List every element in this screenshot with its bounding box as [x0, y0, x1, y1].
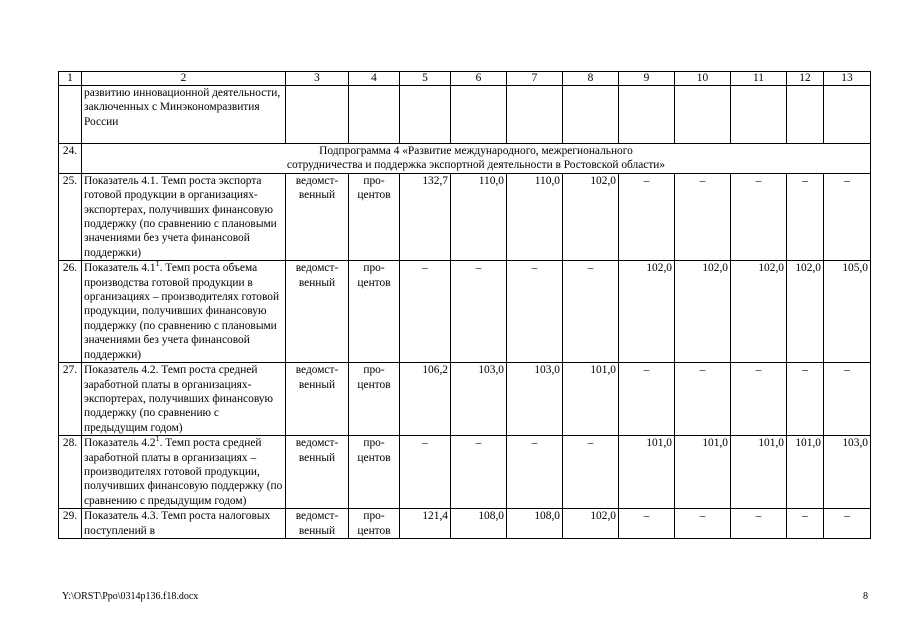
- table-row: [59, 261, 871, 363]
- column-header: 10: [675, 72, 731, 86]
- subprogram-row: [59, 144, 871, 174]
- value-cell: –: [507, 261, 563, 363]
- indicator-type: ведомст-венный: [286, 363, 349, 436]
- value-cell: 110,0: [507, 173, 563, 260]
- indicator-label: Показатель 4.2: [84, 364, 156, 377]
- indicators-table: [58, 71, 871, 539]
- indicator-superscript: 1: [155, 259, 160, 269]
- indicator-description: . Темп роста экспорта готовой продукции в организациях-экспортерах, получивших финансовую поддержку (по сравнению с плановыми значениями без учета финансовой поддержки): [84, 174, 277, 259]
- indicator-description: . Темп роста налоговых поступлений в: [84, 510, 271, 537]
- footer-file-path: Y:\ORST\Ppo\0314p136.f18.docx: [62, 591, 199, 602]
- row-number: 25.: [59, 173, 82, 260]
- value-cell: 105,0: [824, 261, 871, 363]
- row-number: 27.: [59, 363, 82, 436]
- indicator-name: [82, 509, 286, 539]
- value-cell: –: [731, 173, 787, 260]
- column-header: 4: [349, 72, 400, 86]
- value-cell: –: [731, 363, 787, 436]
- value-cell: –: [563, 436, 619, 509]
- column-header: 2: [82, 72, 286, 86]
- value-cell: –: [731, 509, 787, 539]
- unit-of-measure: про-центов: [349, 363, 400, 436]
- value-cell: –: [675, 173, 731, 260]
- row-number: 29.: [59, 509, 82, 539]
- value-cell: 103,0: [824, 436, 871, 509]
- value-cell: –: [451, 436, 507, 509]
- continuation-row: [59, 86, 871, 144]
- indicator-name: [82, 173, 286, 260]
- unit-of-measure: про-центов: [349, 509, 400, 539]
- value-cell: 106,2: [400, 363, 451, 436]
- value-cell: –: [675, 363, 731, 436]
- indicator-name: [82, 436, 286, 509]
- indicator-label: Показатель 4.2: [84, 437, 156, 450]
- value-cell: 108,0: [451, 509, 507, 539]
- value-cell: –: [787, 173, 824, 260]
- table-row: [59, 363, 871, 436]
- column-header: 6: [451, 72, 507, 86]
- continuation-num-cell: [59, 86, 82, 144]
- column-header: 9: [619, 72, 675, 86]
- value-cell: –: [824, 363, 871, 436]
- value-cell: –: [619, 363, 675, 436]
- indicator-description: . Темп роста средней заработной платы в организациях-экспортерах, получивших финансовую поддержку (по сравнению с предыдущим годом): [84, 364, 274, 434]
- table-row: [59, 509, 871, 539]
- column-header: 5: [400, 72, 451, 86]
- footer-page-number: 8: [863, 591, 868, 602]
- value-cell: –: [787, 363, 824, 436]
- unit-of-measure: про-центов: [349, 436, 400, 509]
- value-cell: 101,0: [731, 436, 787, 509]
- column-header: 11: [731, 72, 787, 86]
- indicator-name: [82, 363, 286, 436]
- column-number-row: [59, 72, 871, 86]
- column-header: 12: [787, 72, 824, 86]
- value-cell: 101,0: [787, 436, 824, 509]
- indicator-description: . Темп роста объема производства готовой продукции в организациях – производителях готовой продукции, получивших финансовую поддержку (по сравнению с плановыми значениями без учета финансовой поддержки): [84, 262, 280, 361]
- indicator-label: Показатель 4.1: [84, 174, 156, 187]
- value-cell: –: [400, 436, 451, 509]
- value-cell: 103,0: [507, 363, 563, 436]
- indicator-name: [82, 261, 286, 363]
- value-cell: –: [400, 261, 451, 363]
- indicator-type: ведомст-венный: [286, 436, 349, 509]
- value-cell: –: [507, 436, 563, 509]
- continuation-text: развитию инновационной деятельности, заключенных с Минэкономразвития России: [82, 86, 286, 144]
- value-cell: –: [563, 261, 619, 363]
- indicator-label: Показатель 4.1: [84, 262, 156, 275]
- value-cell: 101,0: [675, 436, 731, 509]
- unit-of-measure: про-центов: [349, 261, 400, 363]
- value-cell: 102,0: [563, 173, 619, 260]
- row-number: 28.: [59, 436, 82, 509]
- value-cell: –: [675, 509, 731, 539]
- value-cell: –: [619, 173, 675, 260]
- value-cell: –: [824, 173, 871, 260]
- value-cell: 103,0: [451, 363, 507, 436]
- value-cell: 102,0: [787, 261, 824, 363]
- value-cell: 110,0: [451, 173, 507, 260]
- value-cell: 102,0: [675, 261, 731, 363]
- indicator-superscript: 1: [155, 434, 160, 444]
- value-cell: –: [824, 509, 871, 539]
- value-cell: –: [787, 509, 824, 539]
- table-row: [59, 173, 871, 260]
- column-header: 3: [286, 72, 349, 86]
- value-cell: 101,0: [563, 363, 619, 436]
- column-header: 1: [59, 72, 82, 86]
- subprogram-title: [82, 144, 871, 174]
- indicator-type: ведомст-венный: [286, 261, 349, 363]
- subprogram-title-line2: сотрудничества и поддержка экспортной деятельности в Ростовской области»: [286, 159, 666, 172]
- row-number: 24.: [59, 144, 82, 174]
- value-cell: 102,0: [731, 261, 787, 363]
- value-cell: 121,4: [400, 509, 451, 539]
- value-cell: 102,0: [563, 509, 619, 539]
- value-cell: –: [619, 509, 675, 539]
- column-header: 13: [824, 72, 871, 86]
- indicator-type: ведомст-венный: [286, 509, 349, 539]
- value-cell: 132,7: [400, 173, 451, 260]
- indicator-label: Показатель 4.3: [84, 510, 156, 523]
- table-row: [59, 436, 871, 509]
- value-cell: 102,0: [619, 261, 675, 363]
- indicator-type: ведомст-венный: [286, 173, 349, 260]
- value-cell: –: [451, 261, 507, 363]
- row-number: 26.: [59, 261, 82, 363]
- unit-of-measure: про-центов: [349, 173, 400, 260]
- indicator-description: . Темп роста средней заработной платы в организациях – производителях готовой продукции, получивших финансовую поддержку (по сравнению с предыдущим годом): [84, 437, 283, 507]
- subprogram-title-line1: Подпрограмма 4 «Развитие международного, межрегионального: [319, 145, 633, 157]
- column-header: 8: [563, 72, 619, 86]
- value-cell: 101,0: [619, 436, 675, 509]
- column-header: 7: [507, 72, 563, 86]
- value-cell: 108,0: [507, 509, 563, 539]
